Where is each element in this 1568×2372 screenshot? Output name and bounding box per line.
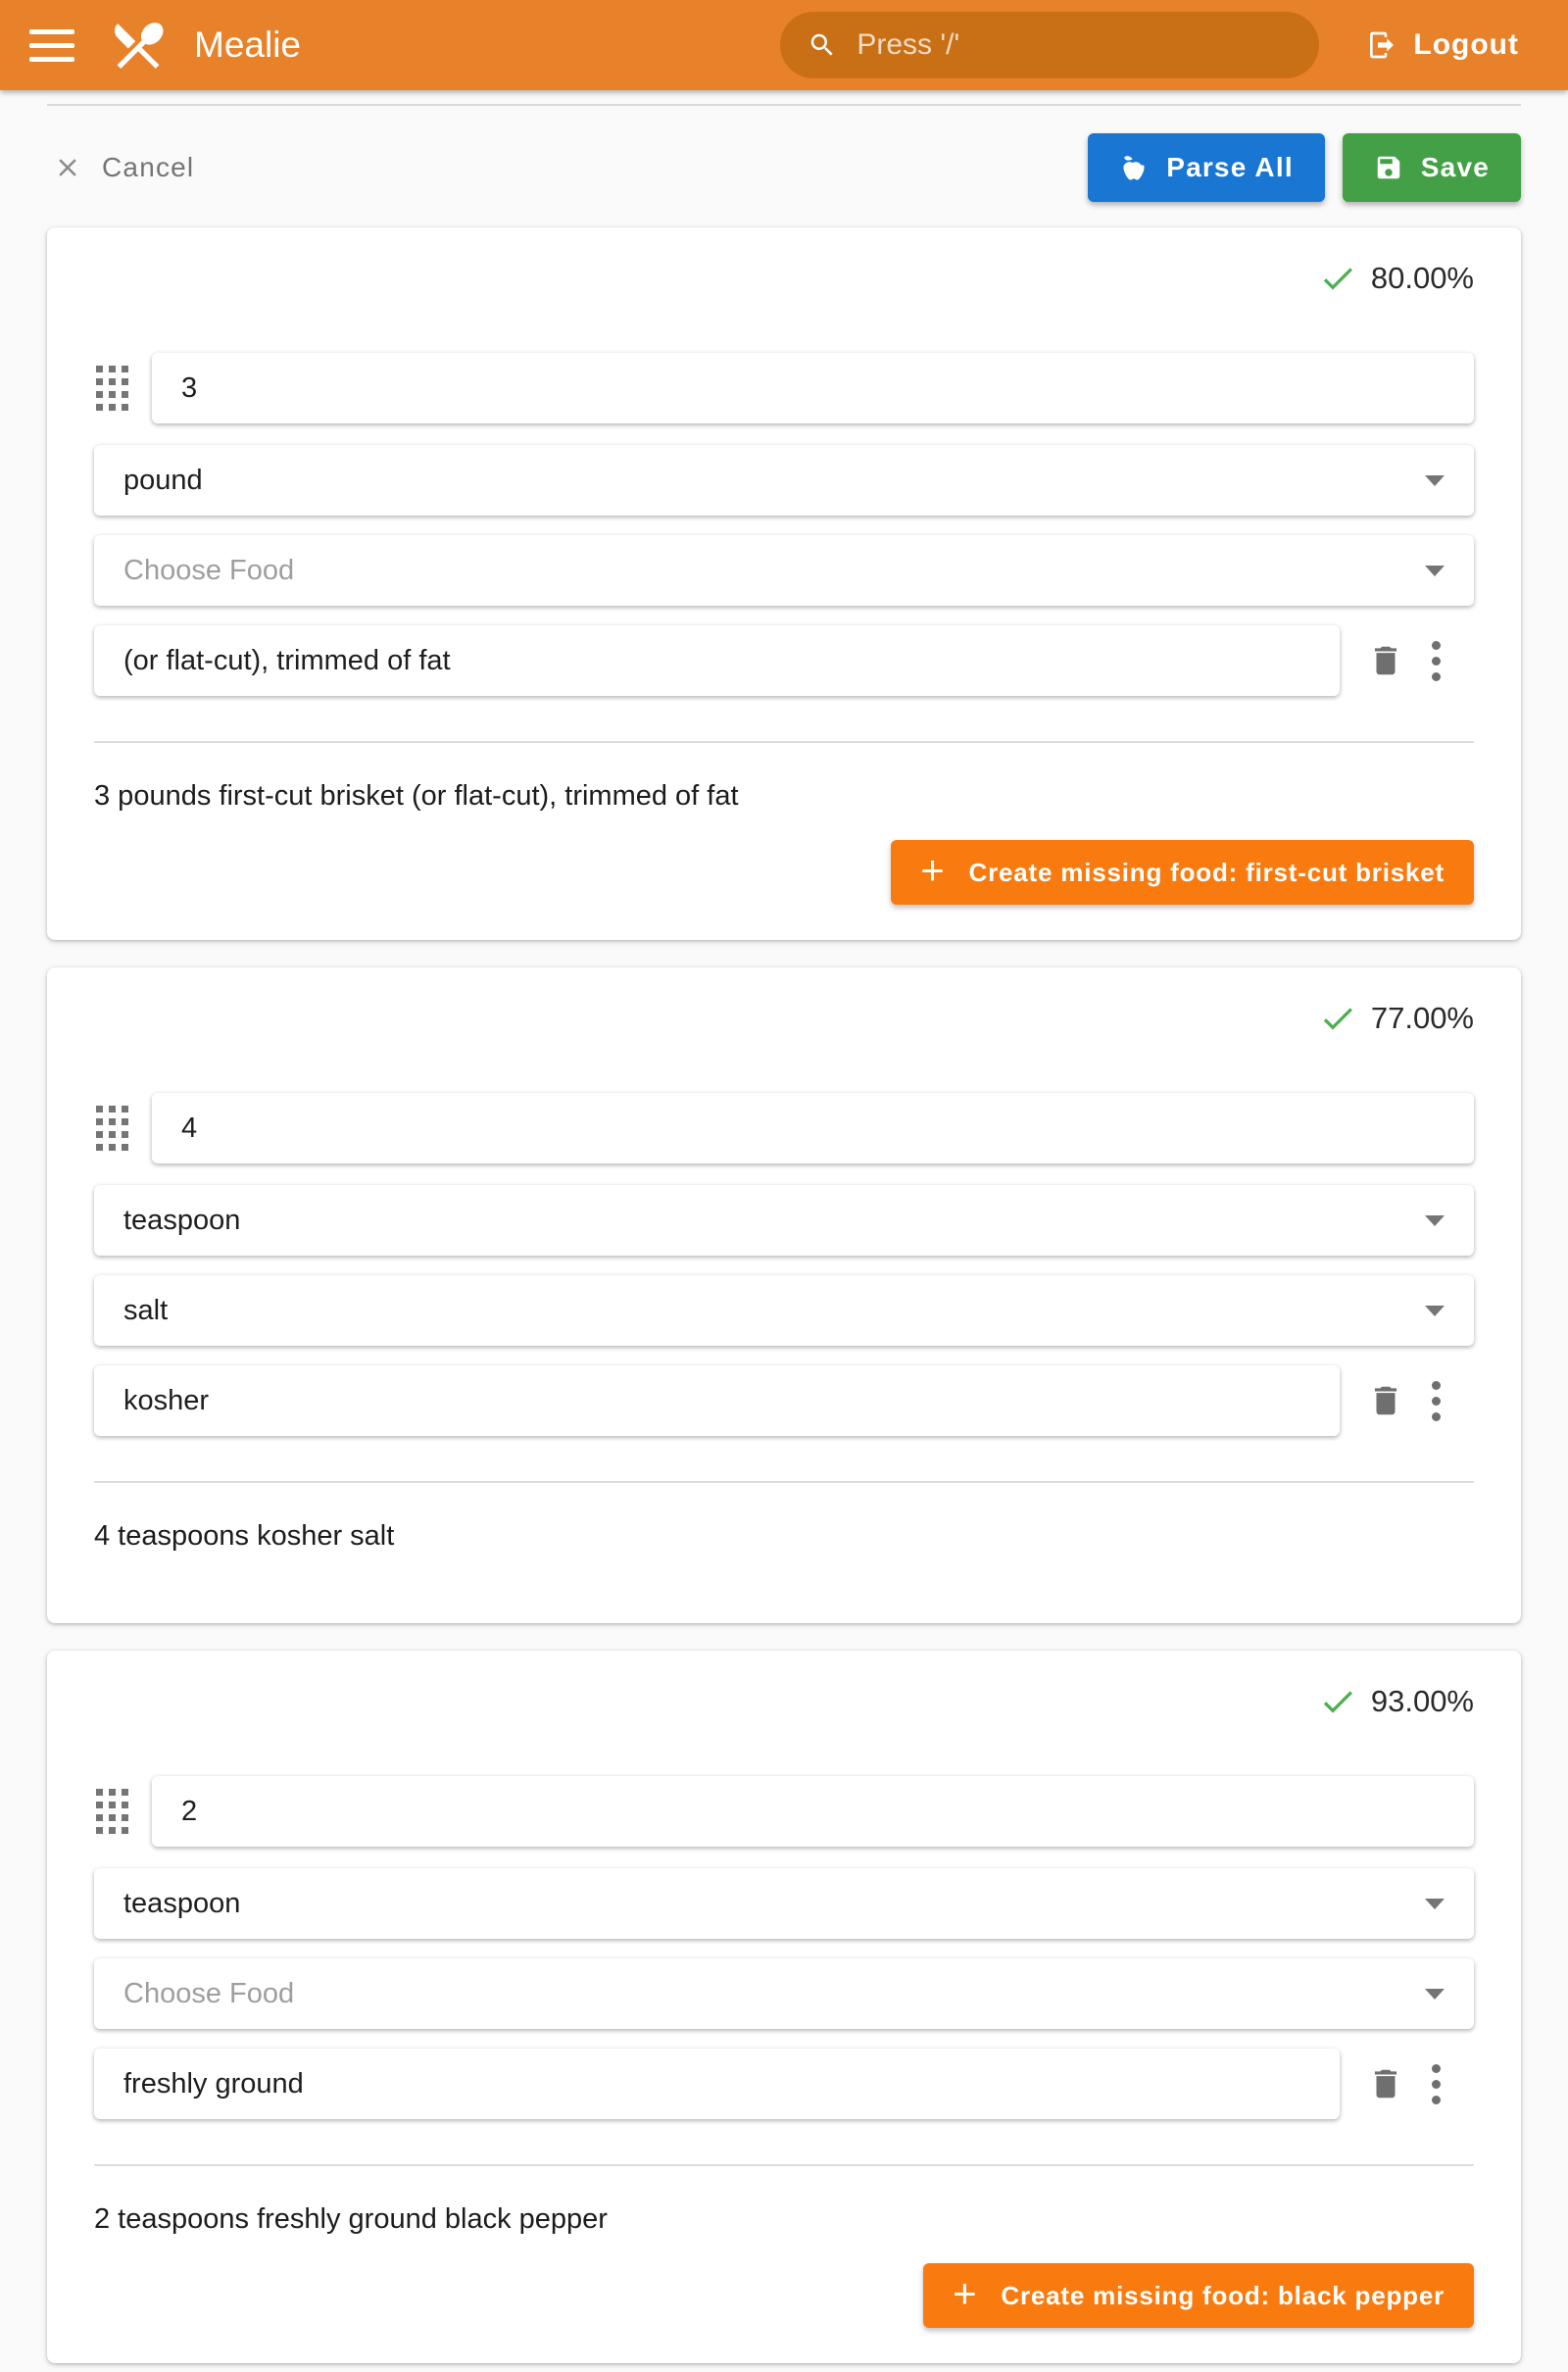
confidence-row (94, 1682, 1474, 1721)
unit-value: teaspoon (123, 1204, 241, 1236)
chevron-down-icon (1425, 1989, 1445, 2000)
notes-input[interactable] (94, 1365, 1340, 1436)
ingredient-card (47, 227, 1521, 940)
food-select[interactable] (94, 535, 1474, 606)
search-icon (808, 30, 837, 60)
trash-icon (1367, 642, 1404, 679)
original-ingredient-text: 4 teaspoons kosher salt (94, 1520, 395, 1552)
chevron-down-icon (1425, 1899, 1445, 1909)
search-input[interactable] (855, 27, 1292, 63)
unit-select[interactable] (94, 445, 1474, 516)
search-bar[interactable] (780, 12, 1319, 78)
notes-input[interactable] (94, 2049, 1340, 2119)
unit-select[interactable] (94, 1868, 1474, 1939)
plus-icon: + (953, 2269, 978, 2316)
kebab-menu-icon (1432, 2064, 1441, 2104)
delete-button[interactable] (1367, 1382, 1404, 1419)
ingredient-card (47, 1651, 1521, 2363)
confidence-value: 93.00% (1370, 1684, 1474, 1718)
divider (94, 1481, 1474, 1483)
delete-button[interactable] (1367, 642, 1404, 679)
mealie-logo-silverware-icon (108, 15, 169, 75)
food-placeholder: Choose Food (123, 554, 295, 586)
logout-icon (1366, 29, 1397, 61)
divider (94, 2164, 1474, 2166)
parse-all-label: Parse All (1166, 152, 1294, 182)
confidence-value: 77.00% (1370, 1001, 1474, 1035)
check-icon (1318, 1682, 1357, 1721)
unit-select[interactable] (94, 1185, 1474, 1256)
delete-button[interactable] (1367, 2065, 1404, 2102)
app-bar (0, 0, 1568, 90)
quantity-input[interactable] (152, 353, 1474, 423)
chevron-down-icon (1425, 475, 1445, 486)
hamburger-menu-icon[interactable] (29, 29, 74, 62)
save-icon (1374, 153, 1403, 182)
logout-label: Logout (1413, 28, 1519, 61)
trash-icon (1367, 2065, 1404, 2102)
parser-page (47, 104, 1521, 2363)
drag-handle[interactable] (94, 364, 130, 413)
create-missing-food-label: Create missing food: black pepper (1001, 2280, 1445, 2310)
cancel-label: Cancel (102, 152, 195, 182)
food-value: salt (123, 1294, 169, 1326)
create-missing-food-button[interactable] (891, 840, 1474, 905)
create-missing-food-label: Create missing food: first-cut brisket (968, 857, 1445, 887)
more-options-button[interactable] (1432, 1381, 1441, 1421)
parser-toolbar (47, 106, 1521, 227)
app-title: Mealie (194, 25, 301, 65)
save-button[interactable] (1343, 133, 1521, 202)
chevron-down-icon (1425, 566, 1445, 576)
check-icon (1318, 999, 1357, 1038)
drag-handle[interactable] (94, 1104, 130, 1153)
chevron-down-icon (1425, 1306, 1445, 1316)
confidence-value: 80.00% (1370, 261, 1474, 295)
apple-icon (1119, 153, 1149, 182)
kebab-menu-icon (1432, 1381, 1441, 1421)
notes-input[interactable] (94, 625, 1340, 696)
confidence-row (94, 999, 1474, 1038)
logout-button[interactable] (1360, 27, 1525, 63)
create-missing-food-button[interactable] (923, 2263, 1474, 2328)
toolbar-actions (1088, 133, 1521, 202)
food-select[interactable] (94, 1958, 1474, 2029)
divider (94, 741, 1474, 743)
close-icon (53, 153, 82, 182)
check-icon (1318, 259, 1357, 298)
trash-icon (1367, 1382, 1404, 1419)
save-label: Save (1420, 152, 1490, 182)
plus-icon: + (920, 846, 946, 893)
quantity-input[interactable] (152, 1093, 1474, 1163)
original-ingredient-text: 2 teaspoons freshly ground black pepper (94, 2203, 608, 2235)
confidence-row (94, 259, 1474, 298)
drag-handle[interactable] (94, 1787, 130, 1836)
more-options-button[interactable] (1432, 641, 1441, 681)
unit-value: pound (123, 464, 203, 496)
ingredient-card (47, 967, 1521, 1623)
chevron-down-icon (1425, 1215, 1445, 1226)
more-options-button[interactable] (1432, 2064, 1441, 2104)
original-ingredient-text: 3 pounds first-cut brisket (or flat-cut), trimmed of fat (94, 780, 739, 812)
parse-all-button[interactable] (1088, 133, 1325, 202)
food-select[interactable] (94, 1275, 1474, 1346)
unit-value: teaspoon (123, 1887, 241, 1919)
kebab-menu-icon (1432, 641, 1441, 681)
quantity-input[interactable] (152, 1776, 1474, 1847)
cancel-button[interactable] (47, 152, 200, 183)
food-placeholder: Choose Food (123, 1977, 295, 2009)
